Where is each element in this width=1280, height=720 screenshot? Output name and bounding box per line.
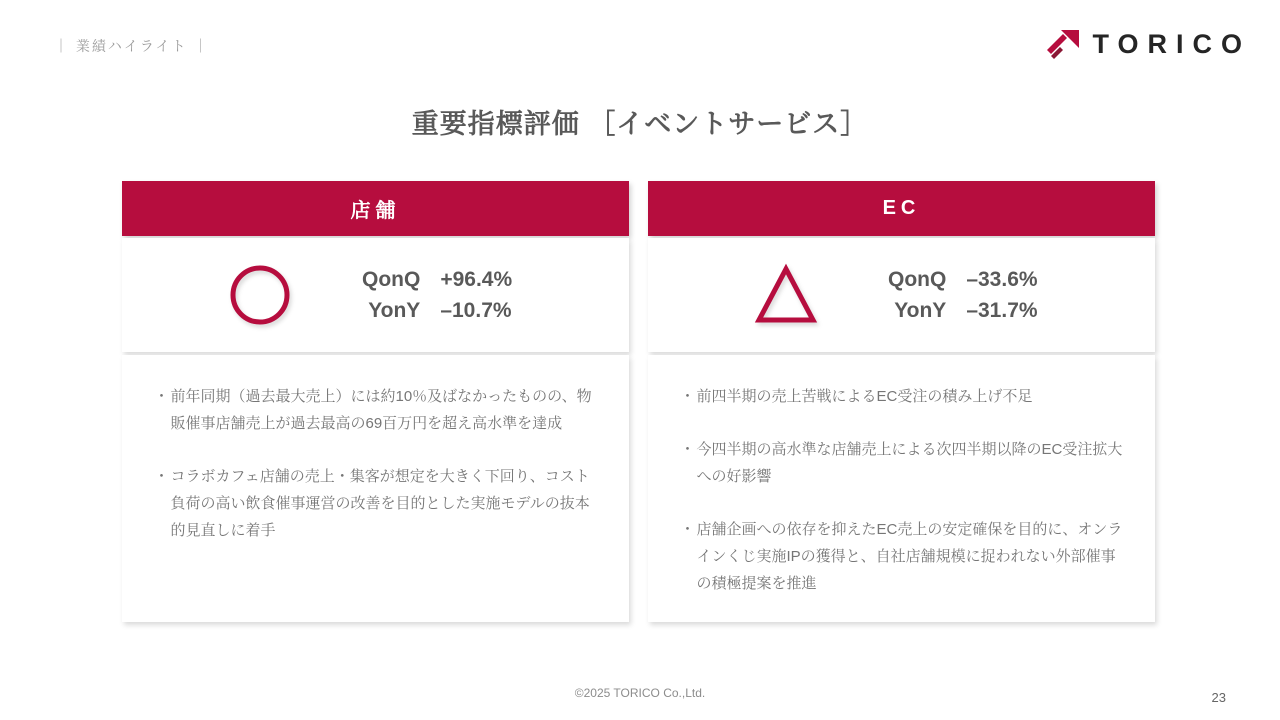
torico-logo <box>1043 28 1251 60</box>
bullet-marker: ・ <box>680 521 696 538</box>
triangle-icon <box>754 263 818 327</box>
card-ec-metrics <box>648 238 1155 352</box>
bullet-list <box>680 383 1125 597</box>
bullet-text: コラボカフェ店舗の売上・集客が想定を大きく下回り、コスト負荷の高い飲食催事運営の改善を目的とした実施モデルの抜本的見直しに着手 <box>170 468 590 539</box>
metric-label: YonY <box>894 298 947 322</box>
bullet-text: 今四半期の高水準な店舗売上による次四半期以降のEC受注拡大への好影響 <box>696 441 1123 485</box>
metric-value: –33.6% <box>966 267 1038 291</box>
footer-copyright: ©2025 TORICO Co.,Ltd. <box>574 686 706 700</box>
metric-label: YonY <box>368 298 421 322</box>
circle-icon <box>228 263 292 327</box>
bullet-text: 店舗企画への依存を抑えたEC売上の安定確保を目的に、オンラインくじ実施IPの獲得と、自社店舗規模に捉われない外部催事の積極提案を推進 <box>696 521 1123 592</box>
bullet-item <box>680 383 1125 410</box>
bullet-text: 前年同期（過去最大売上）には約10％及ばなかったものの、物販催事店舗売上が過去最高の69百万円を超え高水準を達成 <box>170 388 592 432</box>
bullet-marker: ・ <box>680 388 696 405</box>
bullet-item <box>154 383 599 437</box>
metric-label: QonQ <box>888 267 947 291</box>
page-number: 23 <box>1211 690 1226 705</box>
card-ec <box>648 181 1155 622</box>
page-title: 重要指標評価 ［イベントサービス］ <box>411 109 869 139</box>
torico-arrow-icon <box>1043 28 1081 60</box>
metric-value: –10.7% <box>440 298 512 322</box>
card-store-header: 店舗 <box>122 181 629 236</box>
card-store-metrics <box>122 238 629 352</box>
card-store <box>122 181 629 622</box>
section-label: ｜ 業績ハイライト ｜ <box>54 38 210 54</box>
logo-text: TORICO <box>1092 28 1251 59</box>
bullet-list <box>154 383 599 544</box>
bullet-item <box>680 516 1125 597</box>
bullet-marker: ・ <box>680 441 696 458</box>
card-ec-notes <box>648 355 1155 622</box>
bullet-text: 前四半期の売上苦戦によるEC受注の積み上げ不足 <box>696 388 1033 405</box>
bullet-item <box>154 463 599 544</box>
metric-table <box>888 268 1038 323</box>
bullet-marker: ・ <box>154 468 170 485</box>
bullet-marker: ・ <box>154 388 170 405</box>
card-ec-header: EC <box>648 181 1155 236</box>
metric-table <box>362 268 512 323</box>
cards-container <box>122 181 1155 622</box>
metric-value: +96.4% <box>440 267 513 291</box>
metric-label: QonQ <box>362 267 421 291</box>
bullet-item <box>680 436 1125 490</box>
card-store-notes <box>122 355 629 622</box>
metric-value: –31.7% <box>966 298 1038 322</box>
